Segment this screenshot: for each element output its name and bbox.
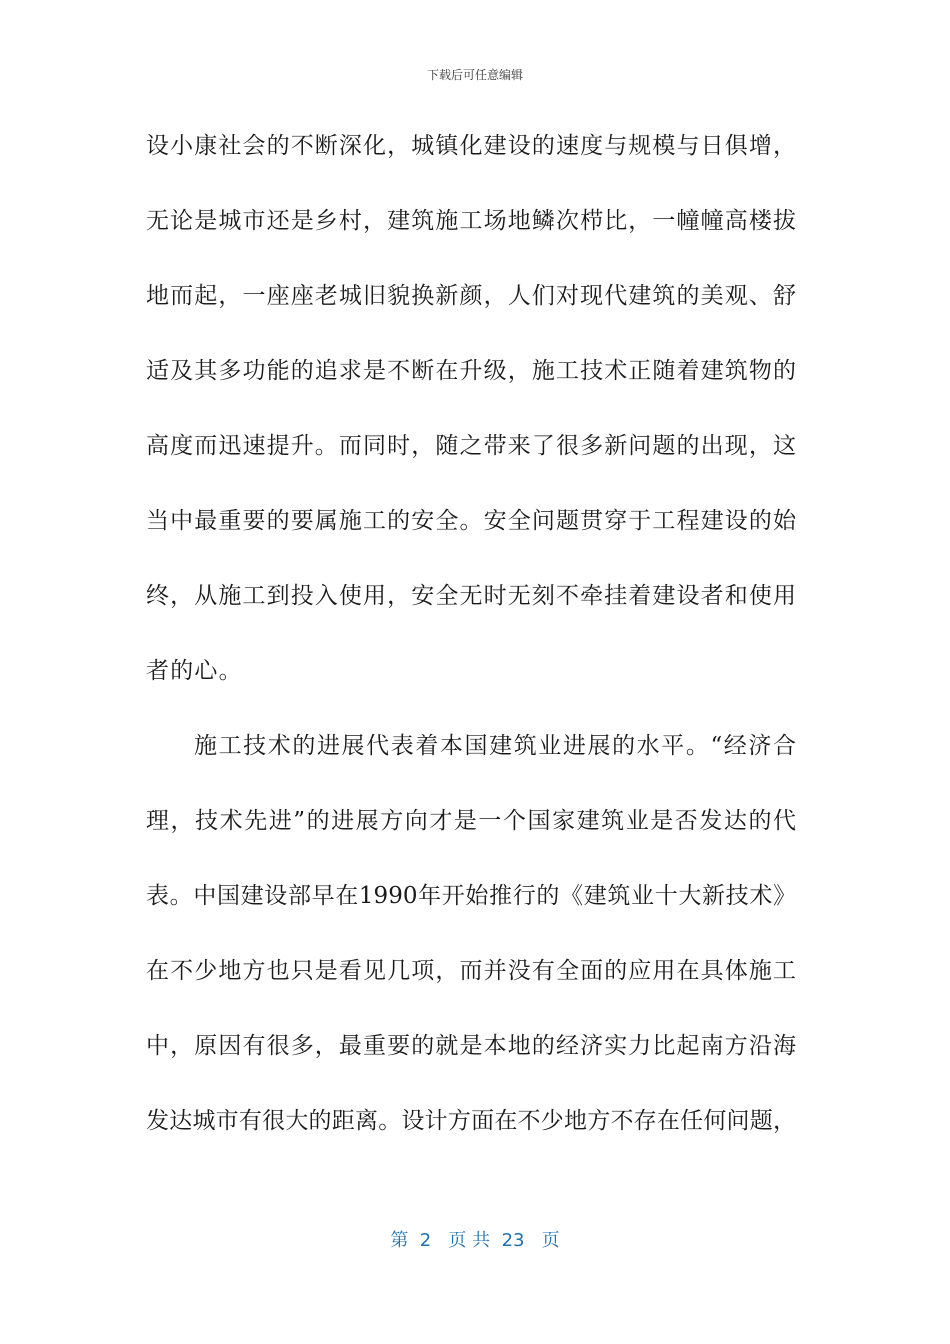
text-line: 终，从施工到投入使用，安全无时无刻不牵挂着建设者和使用: [146, 583, 796, 609]
text-line: 在不少地方也只是看见几项，而并没有全面的应用在具体施工: [146, 958, 796, 984]
text-line: 无论是城市还是乡村，建筑施工场地鳞次栉比，一幢幢高楼拔: [146, 208, 796, 234]
text-line: 适及其多功能的追求是不断在升级，施工技术正随着建筑物的: [146, 358, 796, 384]
text-line: 发达城市有很大的距离。设计方面在不少地方不存在任何问题，: [146, 1108, 796, 1134]
text-line: 高度而迅速提升。而同时，随之带来了很多新问题的出现，这: [146, 433, 796, 459]
text-line: 中，原因有很多，最重要的就是本地的经济实力比起南方沿海: [146, 1033, 796, 1059]
document-body: [146, 126, 796, 1176]
text-line: 设小康社会的不断深化，城镇化建设的速度与规模与日俱增，: [146, 133, 796, 159]
page-header: 下载后可任意编辑: [426, 68, 523, 82]
text-line: 理，技术先进”的进展方向才是一个国家建筑业是否发达的代: [146, 808, 796, 834]
text-line: 当中最重要的要属施工的安全。安全问题贯穿于工程建设的始: [146, 508, 796, 534]
text-line: 表。中国建设部早在1990年开始推行的《建筑业十大新技术》: [146, 883, 796, 909]
text-line: 地而起，一座座老城旧貌换新颜，人们对现代建筑的美观、舒: [146, 283, 796, 309]
text-line: 施工技术的进展代表着本国建筑业进展的水平。“经济合: [194, 733, 796, 759]
page-number-footer: 第 2 页 共 23 页: [390, 1230, 560, 1251]
text-line: 者的心。: [146, 658, 243, 684]
